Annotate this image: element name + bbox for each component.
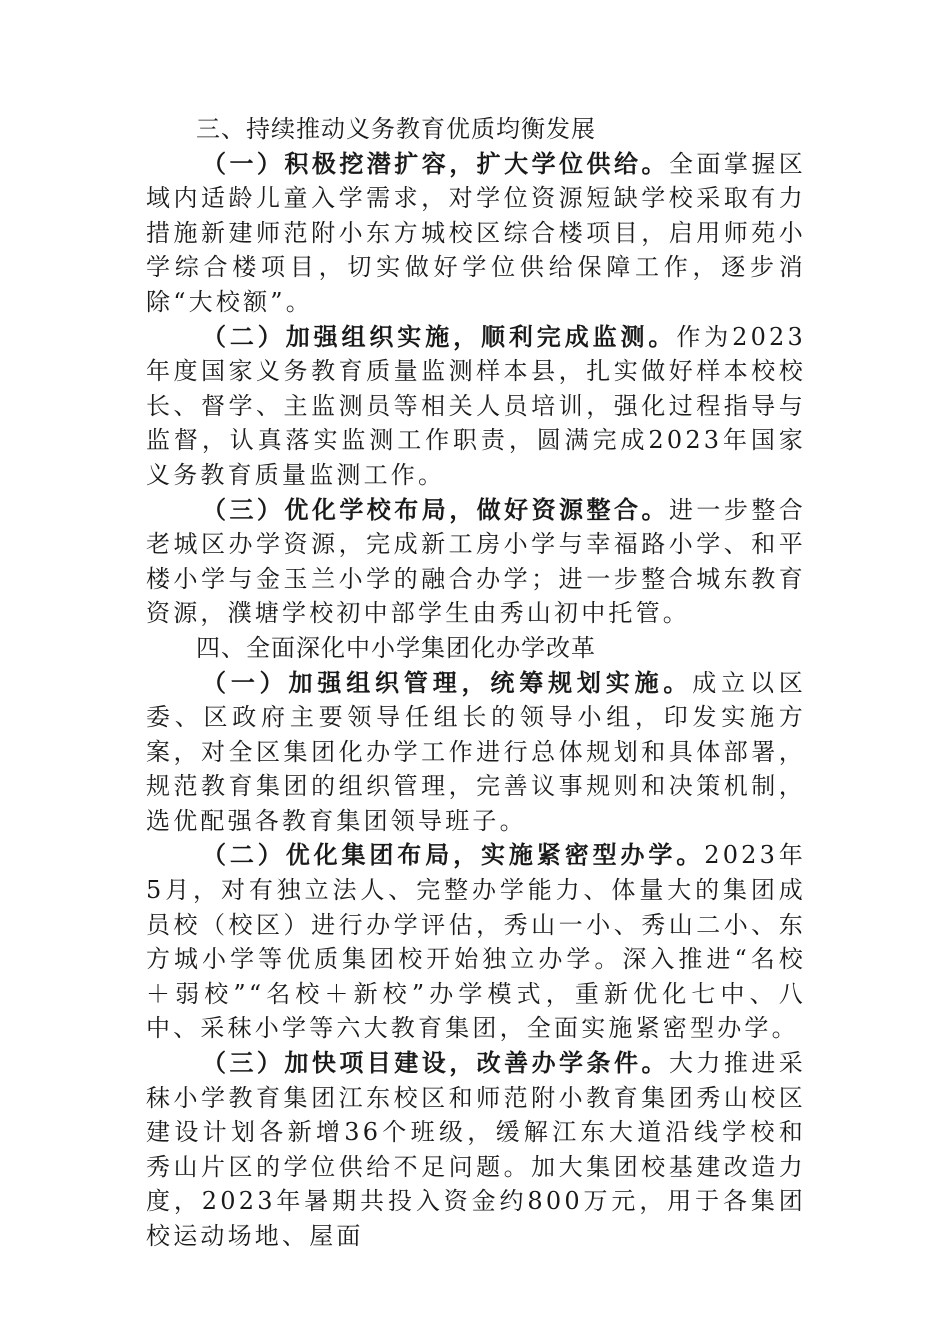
- paragraph-lead: （一）加强组织管理，统筹规划实施。: [202, 667, 693, 697]
- paragraph-text: 全面掌握区域内适龄儿童入学需求，对学位资源短缺学校采取有力措施新建师范附小东方城校区综合楼项目，启用师苑小学综合楼项目，切实做好学位供给保障工作，逐步消除“大校额”。: [146, 149, 807, 316]
- paragraph-text: 成立以区委、区政府主要领导任组长的领导小组，印发实施方案，对全区集团化办学工作进行总体规划和具体部署，规范教育集团的组织管理，完善议事规则和决策机制，选优配强各教育集团领导班子。: [146, 668, 806, 835]
- paragraph-4-1: [146, 666, 806, 839]
- paragraph-text: 进一步整合老城区办学资源，完成新工房小学与幸福路小学、和平楼小学与金玉兰小学的融合办学；进一步整合城东教育资源，濮塘学校初中部学生由秀山初中托管。: [146, 495, 807, 628]
- paragraph-lead: （二）加强组织实施，顺利完成监测。: [202, 321, 677, 351]
- paragraph-4-2: [146, 838, 806, 1046]
- document-body: [146, 112, 806, 1254]
- paragraph-lead: （三）优化学校布局，做好资源整合。: [202, 494, 669, 524]
- paragraph-3-3: [146, 493, 806, 631]
- paragraph-text: 作为2023年度国家义务教育质量监测样本县，扎实做好样本校校长、督学、主监测员等相关人员培训，强化过程指导与监督，认真落实监测工作职责，圆满完成2023年国家义务教育质量监测工作。: [146, 322, 806, 489]
- section-heading-4: 四、全面深化中小学集团化办学改革: [196, 633, 596, 662]
- paragraph-text: 大力推进采秣小学教育集团江东校区和师范附小教育集团秀山校区建设计划各新增36个班级，缓解江东大道沿线学校和秀山片区的学位供给不足问题。加大集团校基建改造力度，2023年暑期共投入资金约800万元，用于各集团校运动场地、屋面: [146, 1049, 807, 1250]
- paragraph-3-1: [146, 147, 806, 320]
- paragraph-text: 2023年5月，对有独立法人、完整办学能力、体量大的集团成员校（校区）进行办学评估，秀山一小、秀山二小、东方城小学等优质集团校开始独立办学。深入推进“名校＋弱校”“名校＋新校”办学模式，重新优化七中、八中、采秣小学等六大教育集团，全面实施紧密型办学。: [146, 841, 806, 1043]
- paragraph-4-3: [146, 1046, 806, 1254]
- paragraph-lead: （一）积极挖潜扩容，扩大学位供给。: [202, 148, 669, 178]
- section-heading-3: 三、持续推动义务教育优质均衡发展: [196, 115, 596, 143]
- paragraph-lead: （二）优化集团布局，实施紧密型办学。: [202, 840, 705, 870]
- paragraph-lead: （三）加快项目建设，改善办学条件。: [202, 1048, 669, 1078]
- paragraph-3-2: [146, 320, 806, 493]
